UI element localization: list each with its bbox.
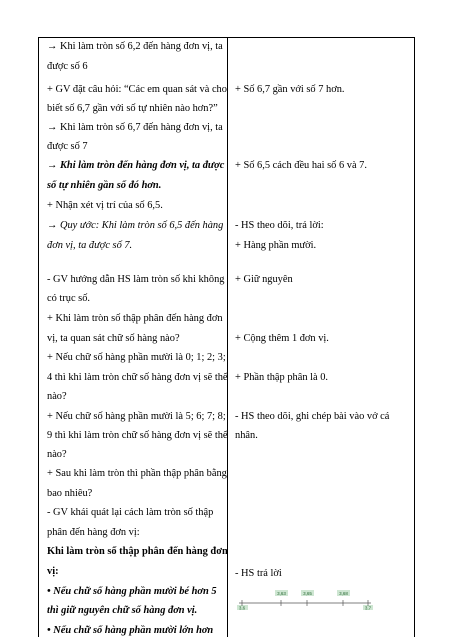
text-line: + Khi làm tròn số thập phân đến hàng đơn bbox=[47, 313, 223, 324]
response-line: nhân. bbox=[235, 430, 258, 441]
response-line: + Số 6,7 gần với số 7 hơn. bbox=[235, 84, 345, 95]
number-line-label: 3,63 bbox=[277, 591, 286, 596]
rule-bullet: • Nếu chữ số hàng phần mười lớn hơn bbox=[47, 625, 214, 636]
text-line: nào? bbox=[47, 449, 67, 460]
number-line-label: 3,6 bbox=[238, 605, 246, 610]
lesson-table bbox=[38, 37, 415, 637]
text-line: biết số 6,7 gần với số tự nhiên nào hơn?” bbox=[47, 103, 218, 114]
text-line: → Khi làm tròn số 6,7 đến hàng đơn vị, ta bbox=[47, 122, 223, 133]
convention-line: → Quy ước: Khi làm tròn số 6,5 đến hàng bbox=[47, 220, 224, 231]
number-line-label: 3,65 bbox=[303, 591, 312, 596]
number-line-figure bbox=[237, 586, 373, 610]
convention-line: đơn vị, ta được số 7. bbox=[47, 240, 133, 251]
text-line: + GV đặt câu hỏi: “Các em quan sát và cho bbox=[47, 84, 227, 95]
text-line: vị, ta quan sát chữ số hàng nào? bbox=[47, 333, 180, 344]
number-line-label: 3,7 bbox=[364, 605, 372, 610]
response-line: - HS theo dõi, ghi chép bài vào vở cá bbox=[235, 411, 390, 422]
text-line: phân đến hàng đơn vị: bbox=[47, 527, 140, 538]
response-line: + Giữ nguyên bbox=[235, 274, 293, 285]
conclusion-line: → Khi làm tròn đến hàng đơn vị, ta được bbox=[47, 160, 225, 171]
text-line: + Nếu chữ số hàng phần mười là 0; 1; 2; 3; bbox=[47, 352, 226, 363]
response-line: + Cộng thêm 1 đơn vị. bbox=[235, 333, 329, 344]
text-line: được số 7 bbox=[47, 141, 88, 152]
rule-heading: vị: bbox=[47, 566, 59, 577]
text-line: được số 6 bbox=[47, 61, 88, 72]
text-line: 4 thì khi làm tròn chữ số hàng đơn vị sẽ thế bbox=[47, 372, 228, 383]
text-line: có trục số. bbox=[47, 293, 90, 304]
response-line: - HS theo dõi, trả lời: bbox=[235, 220, 324, 231]
text-line: + Sau khi làm tròn thì phần thập phân bằng bbox=[47, 468, 227, 479]
text-line: → Khi làm tròn số 6,2 đến hàng đơn vị, ta bbox=[47, 41, 223, 52]
text-line: - GV hướng dẫn HS làm tròn số khi không bbox=[47, 274, 225, 285]
text-line: nào? bbox=[47, 391, 67, 402]
text-line: bao nhiêu? bbox=[47, 488, 93, 499]
text-line: 9 thì khi làm tròn chữ số hàng đơn vị sẽ thế bbox=[47, 430, 228, 441]
text-line: + Nếu chữ số hàng phần mười là 5; 6; 7; 8; bbox=[47, 411, 226, 422]
response-line: + Phần thập phân là 0. bbox=[235, 372, 329, 383]
rule-bullet: thì giữ nguyên chữ số hàng đơn vị. bbox=[47, 605, 198, 616]
conclusion-line: số tự nhiên gần số đó hơn. bbox=[47, 180, 162, 191]
number-line-label: 3,68 bbox=[339, 591, 348, 596]
text-line: + Nhận xét vị trí của số 6,5. bbox=[47, 200, 163, 211]
rule-heading: Khi làm tròn số thập phân đến hàng đơn bbox=[47, 546, 228, 557]
response-line: + Số 6,5 cách đều hai số 6 và 7. bbox=[235, 160, 367, 171]
response-line: + Hàng phần mười. bbox=[235, 240, 317, 251]
response-line: - HS trả lời bbox=[235, 568, 282, 579]
text-line: - GV khái quát lại cách làm tròn số thập bbox=[47, 507, 214, 518]
rule-bullet: • Nếu chữ số hàng phần mười bé hơn 5 bbox=[47, 586, 217, 597]
